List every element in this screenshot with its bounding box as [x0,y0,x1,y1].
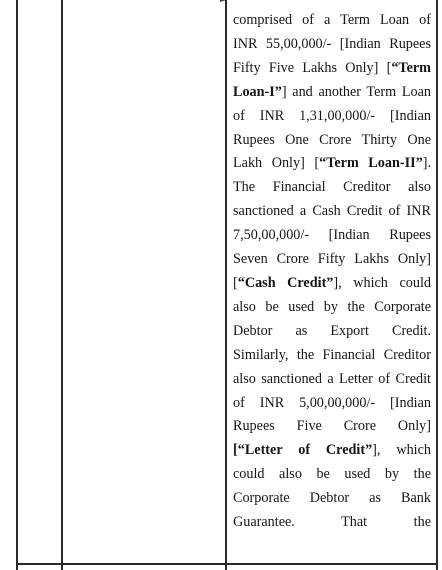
text-run: of INR 1,31,00,000/- [Indian [233,107,431,124]
paragraph-line [233,81,431,105]
text-run: also be used by the Corporate [233,298,431,315]
paragraph-line [233,511,431,535]
paragraph-line [233,487,431,511]
text-run: comprised of a Term Loan of [233,12,431,28]
bold-term: Loan-I” [233,83,282,100]
text-run: Rupees One Crore Thirty One [233,131,431,148]
bold-term: [“Letter of Credit” [233,442,373,459]
text-run: INR 55,00,000/- [Indian Rupees [233,35,431,52]
paragraph-line [233,296,431,320]
paragraph-line [233,33,431,57]
text-run: ], which could [333,274,431,291]
text-run: The Financial Creditor also [233,179,431,196]
text-run: Rupees Five Crore Only] [233,418,431,435]
paragraph-line [233,105,431,129]
table-border-left [16,0,18,570]
text-run: also sanctioned a Letter of Credit [233,370,431,387]
paragraph-line [233,129,431,153]
text-run: Guarantee. That the [233,514,431,531]
text-run: ] and another Term Loan [281,83,431,100]
text-run: Seven Crore Fifty Lakhs Only] [233,251,431,268]
paragraph-line [233,344,431,368]
scan-mark [220,0,238,2]
bold-term: “Term [391,59,431,76]
text-run: Debtor as Export Credit. [233,322,431,339]
text-run: of INR 5,00,00,000/- [Indian [233,394,431,411]
bold-term: “Term Loan-II” [319,155,423,172]
text-run: Similarly, the Financial Creditor [233,346,431,363]
paragraph-line [233,392,431,416]
paragraph-line [233,9,431,33]
paragraph-line [233,152,431,176]
paragraph-line [233,368,431,392]
text-run: 7,50,00,000/- [Indian Rupees [233,227,431,244]
table-column-divider-2 [225,0,227,570]
paragraph-line [233,415,431,439]
text-run: ], which [372,442,431,459]
table-column-divider-1 [61,0,63,570]
paragraph-line [233,57,431,81]
text-run: Corporate Debtor as Bank [233,490,431,507]
text-run: could also be used by the [233,466,431,483]
table-border-right [436,0,438,570]
paragraph-line [233,224,431,248]
paragraph-line [233,320,431,344]
table-row-border [16,563,438,565]
paragraph-line [233,200,431,224]
bold-term: “Cash Credit” [237,274,334,291]
text-run: Lakh Only] [ [233,155,320,172]
paragraph-line [233,439,431,463]
paragraph-cell-text [233,9,431,535]
paragraph-line [233,463,431,487]
text-run: Fifty Five Lakhs Only] [ [233,59,392,76]
text-run: [ [233,274,238,291]
paragraph-line [233,272,431,296]
paragraph-line [233,176,431,200]
text-run: ]. [422,155,431,172]
paragraph-line [233,248,431,272]
text-run: sanctioned a Cash Credit of INR [233,203,431,220]
